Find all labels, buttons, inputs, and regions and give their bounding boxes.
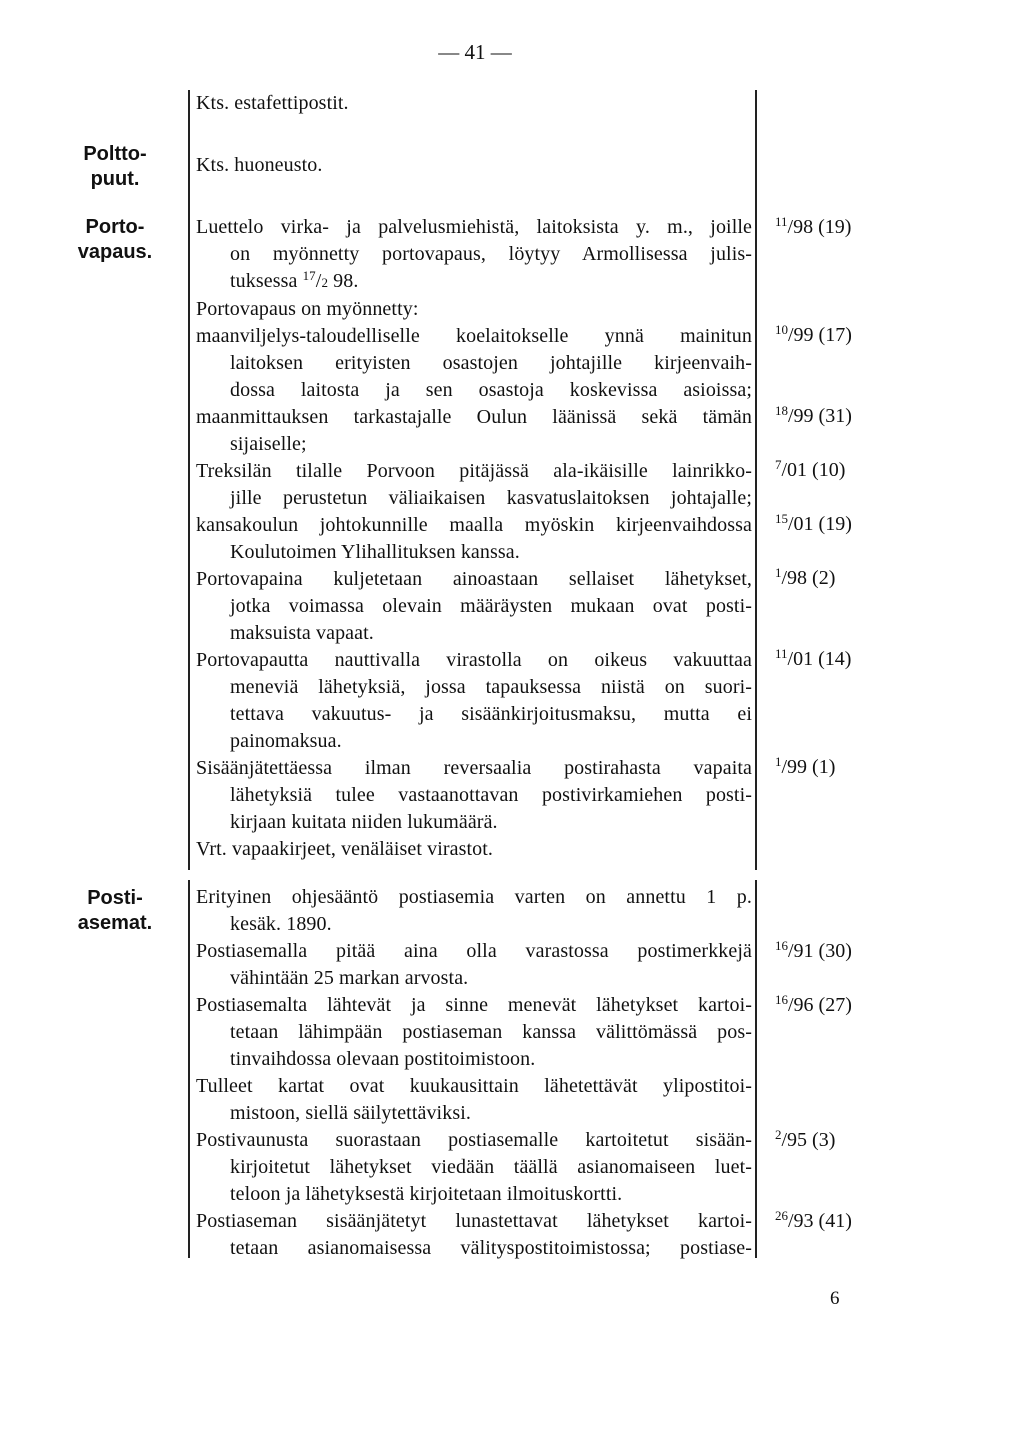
left-column-rule xyxy=(188,90,190,870)
text-line: kirjaan kuitata niiden lukumäärä. xyxy=(230,811,498,833)
text-line: painomaksua. xyxy=(230,730,342,752)
text-line: Postiasemalta lähtevät ja sinne menevät lähetykset kartoi- xyxy=(196,994,752,1016)
text-line: Vrt. vapaakirjeet, venäläiset virastot. xyxy=(196,838,494,860)
text-line: Postivaunusta suorastaan postiasemalle kartoitetut sisään- xyxy=(196,1129,752,1151)
text-line: Tulleet kartat ovat kuukausittain lähetettävät ylipostitoi- xyxy=(196,1075,752,1097)
text-line: tetaan asianomaisessa välityspostitoimistossa; postiase- xyxy=(230,1237,752,1259)
side-heading-poltto: Poltto- puut. xyxy=(83,143,147,190)
text-line: Sisäänjätettäessa ilman reversaalia postirahasta vapaita xyxy=(196,757,752,779)
text-line: vähintään 25 markan arvosta. xyxy=(230,967,469,989)
reference-note: $^{26}$/93 (41) xyxy=(775,1208,852,1232)
postiasemat-section xyxy=(196,884,752,1262)
reference-note: $^2$/95 (3) xyxy=(775,1127,836,1151)
kts-estafetti-line: Kts. estafettipostit. xyxy=(196,92,349,114)
side-heading-posti: Posti- asemat. xyxy=(77,887,153,934)
reference-note: $^{16}$/96 (27) xyxy=(775,992,852,1016)
reference-note: $^{11}$/01 (14) xyxy=(775,646,852,670)
text-line: maanviljelys-taloudelliselle koelaitokselle ynnä mainitun xyxy=(196,325,752,347)
page-number: — 41 — xyxy=(438,40,512,64)
reference-note: $^{18}$/99 (31) xyxy=(775,403,852,427)
text-line: mistoon, siellä säilytettäviksi. xyxy=(230,1102,471,1124)
text-line: laitoksen erityisten osastojen johtajille kirjeenvaih- xyxy=(230,352,752,374)
text-line: maksuista vapaat. xyxy=(230,622,374,644)
reference-note: $^1$/99 (1) xyxy=(775,754,836,778)
reference-note: $^{15}$/01 (19) xyxy=(775,511,852,535)
reference-note: $^{10}$/99 (17) xyxy=(775,322,852,346)
text-line: on myönnetty portovapaus, löytyy Armollisessa julis- xyxy=(230,243,752,265)
text-line: tettava vakuutus- ja sisäänkirjoitusmaksu, mutta ei xyxy=(230,703,752,725)
text-line: lähetyksiä tulee vastaanottavan postivirkamiehen posti- xyxy=(230,784,752,806)
text-line: kesäk. 1890. xyxy=(230,913,332,935)
reference-note: $^{11}$/98 (19) xyxy=(775,214,852,238)
text-line: tetaan lähimpään postiaseman kanssa välittömässä pos- xyxy=(230,1021,752,1043)
text-line: Portovapaus on myönnetty: xyxy=(196,298,419,320)
signature-mark: 6 xyxy=(830,1288,840,1309)
text-line: tinvaihdossa olevaan postitoimistoon. xyxy=(230,1048,536,1070)
text-line: teloon ja lähetyksestä kirjoitetaan ilmoituskortti. xyxy=(230,1183,623,1205)
text-line: Postiasemalla pitää aina olla varastossa postimerkkejä xyxy=(196,940,752,962)
text-line: Koulutoimen Ylihallituksen kanssa. xyxy=(230,541,520,563)
portovapaus-section xyxy=(196,214,752,863)
text-line: maanmittauksen tarkastajalle Oulun läänissä sekä tämän xyxy=(196,406,752,428)
text-line: sijaiselle; xyxy=(230,433,307,455)
text-line: Portovapaina kuljetetaan ainoastaan sellaiset lähetykset, xyxy=(196,568,752,590)
text-line: meneviä lähetyksiä, jossa tapauksessa niistä on suori- xyxy=(230,676,752,698)
text-line: Treksilän tilalle Porvoon pitäjässä ala-ikäisille lainrikko- xyxy=(196,460,752,482)
text-line: Luettelo virka- ja palvelusmiehistä, laitoksista y. m., joille xyxy=(196,216,752,238)
right-column-rule-lower xyxy=(755,880,757,1258)
right-column-rule xyxy=(755,90,757,870)
text-line: kansakoulun johtokunnille maalla myöskin kirjeenvaihdossa xyxy=(196,514,752,536)
text-line: Erityinen ohjesääntö postiasemia varten on annettu 1 p. xyxy=(196,886,752,908)
reference-note: $^7$/01 (10) xyxy=(775,457,846,481)
text-line: Portovapautta nauttivalla virastolla on oikeus vakuuttaa xyxy=(196,649,752,671)
text-line: Postiaseman sisäänjätetyt lunastettavat lähetykset kartoi- xyxy=(196,1210,752,1232)
reference-note: $^{16}$/91 (30) xyxy=(775,938,852,962)
text-line: kirjoitetut lähetykset viedään täällä asianomaiseen luet- xyxy=(230,1156,752,1178)
side-heading-porto: Porto- vapaus. xyxy=(77,216,153,263)
text-line: dossa laitosta ja sen osastoja koskevissa asioissa; xyxy=(230,379,752,401)
kts-huoneusto-line: Kts. huoneusto. xyxy=(196,154,323,176)
text-line: jille perustetun väliaikaisen kasvatuslaitoksen johtajalle; xyxy=(230,487,752,509)
julistus-line: tuksessa $^{17}$/2 98. xyxy=(230,268,359,292)
reference-note: $^1$/98 (2) xyxy=(775,565,836,589)
left-column-rule-lower xyxy=(188,880,190,1258)
text-line: jotka voimassa olevain määräysten mukaan ovat posti- xyxy=(230,595,752,617)
